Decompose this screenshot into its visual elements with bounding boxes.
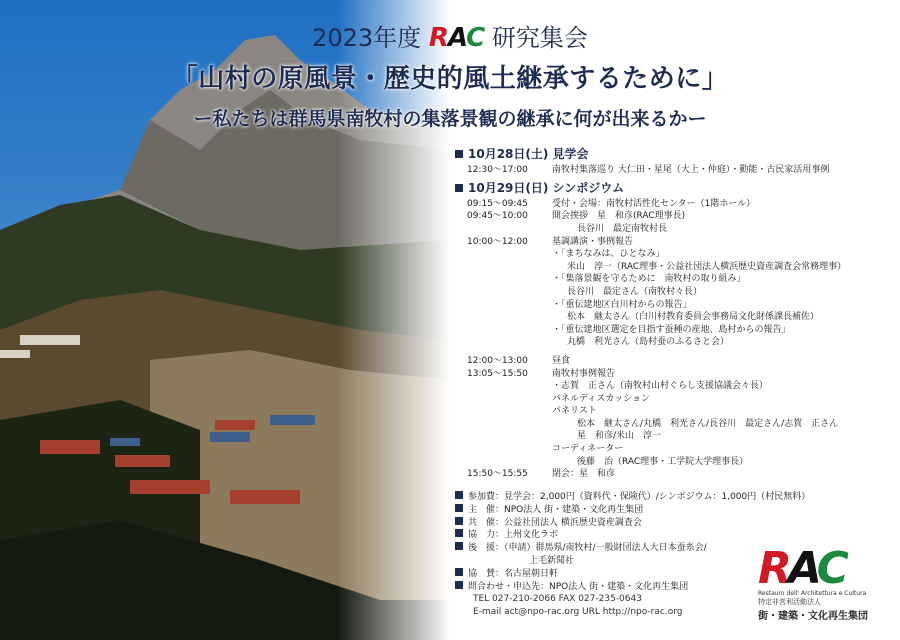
cohost-line: 共 催：公益社団法人 横浜歴史資産調査会 [455, 517, 755, 530]
logo-org-name: 街・建築・文化再生集団 [758, 611, 868, 622]
talk-title: ・「重伝建地区選定を目指す蚕種の産地、島村からの報告」 [552, 324, 791, 335]
talk-speaker: 長谷川 最定さん（南牧村々長） [567, 286, 703, 297]
square-bullet-icon [455, 150, 463, 158]
talk-speaker: 丸橋 利光さん（島村蚕のふるさと会） [567, 337, 730, 348]
support-line: 後 援：（申請）群馬県/南牧村/一般財団法人大日本蚕糸会/ [455, 542, 755, 555]
square-bullet-icon [455, 491, 463, 499]
logo-org-type: 特定非営利活動法人 [758, 598, 821, 606]
fee-line: 参加費：見学会：2,000円（資料代・保険代）/シンポジウム：1,000円（村民無料） [455, 491, 755, 504]
schedule-row: 09:15～09:45 受付・会場：南牧村活性化センター（1階ホール） [467, 198, 756, 209]
meeting-name: 研究集会 [491, 24, 588, 52]
schedule-row: 12:30～17:00 南牧村集落巡り 大仁田・星尾（大上・仲庭）・動能・古民家活用事例 [467, 164, 830, 175]
rac-logo-text: RAC [428, 23, 485, 53]
panelists: 星 和彦/米山 淳一 [577, 431, 662, 442]
day2-heading: 10月29日(日) シンポジウム [455, 182, 895, 195]
support-line-2: 上毛新聞社 [529, 555, 575, 566]
schedule-row: 12:00～13:00 昼食 [467, 355, 571, 366]
host-line: 主 催：NPO法人 街・建築・文化再生集団 [455, 504, 755, 517]
day1-heading: 10月28日(土) 見学会 [455, 148, 895, 161]
rac-logo [758, 543, 888, 622]
square-bullet-icon [455, 581, 463, 589]
square-bullet-icon [455, 517, 463, 525]
event-year: 2023年度 [312, 24, 422, 52]
coordinator-label: コーディネーター [552, 444, 624, 455]
panel-heading: パネルディスカッション [552, 393, 651, 404]
talk-speaker: 米山 淳一（RAC理事・公益社団法人横浜歴史資産調査会常務理事） [567, 261, 847, 272]
schedule [455, 148, 895, 481]
talk-title: ・「集落景観を守るために 南牧村の取り組み」 [552, 274, 746, 285]
pm-speaker: ・志賀 正さん（南牧村山村ぐらし支援協議会々長） [552, 381, 769, 392]
rac-logo-mark: RAC [758, 543, 845, 594]
inquiry-line: 問合わせ・申込先：NPO法人 街・建築・文化再生集団 [455, 581, 755, 594]
sponsor-line: 協 賛：名古屋朝日軒 [455, 568, 755, 581]
square-bullet-icon [455, 568, 463, 576]
square-bullet-icon [455, 504, 463, 512]
panelist-label: パネリスト [552, 406, 597, 417]
schedule-row: 10:00～12:00 基調講演・事例報告 [467, 236, 634, 247]
header-line [0, 18, 900, 53]
talk-speaker: 松本 継太さん（白川村教育委員会事務局文化財係課長補佐） [567, 312, 820, 323]
talk-title: ・「重伝建地区白川村からの報告」 [552, 299, 692, 310]
coordinator: 後藤 治（RAC理事・工学院大学理事長） [577, 456, 749, 467]
schedule-row: 09:45～10:00 開会挨拶 星 和彦(RAC理事長) [467, 211, 686, 222]
schedule-row: 15:50～15:55 閉会：星 和彦 [467, 469, 616, 480]
schedule-row: 13:05～15:50 南牧村事例報告 [467, 368, 616, 379]
talk-title: ・「まちなみは、ひとなみ」 [552, 249, 665, 260]
panelists: 松本 継太さん/丸橋 利光さん/長谷川 最定さん/志賀 正さん [577, 418, 839, 429]
email-url: E-mail act@npo-rac.org URL http://npo-rac.org [473, 607, 683, 618]
square-bullet-icon [455, 184, 463, 192]
logo-italian-name: Restauro dell' Architettura e Cultura [758, 590, 867, 597]
subtitle: ー私たちは群馬県南牧村の集落景観の継承に何が出来るかー [193, 108, 707, 130]
square-bullet-icon [455, 529, 463, 537]
coop-line: 協 力：上州文化ラボ [455, 529, 755, 542]
main-title: 「山村の原風景・歴史的風土継承するために」 [171, 64, 729, 94]
square-bullet-icon [455, 542, 463, 550]
greeting-mayor: 長谷川 最定南牧村長 [577, 223, 668, 234]
phone-fax: TEL 027-210-2066 FAX 027-235-0643 [473, 594, 642, 605]
